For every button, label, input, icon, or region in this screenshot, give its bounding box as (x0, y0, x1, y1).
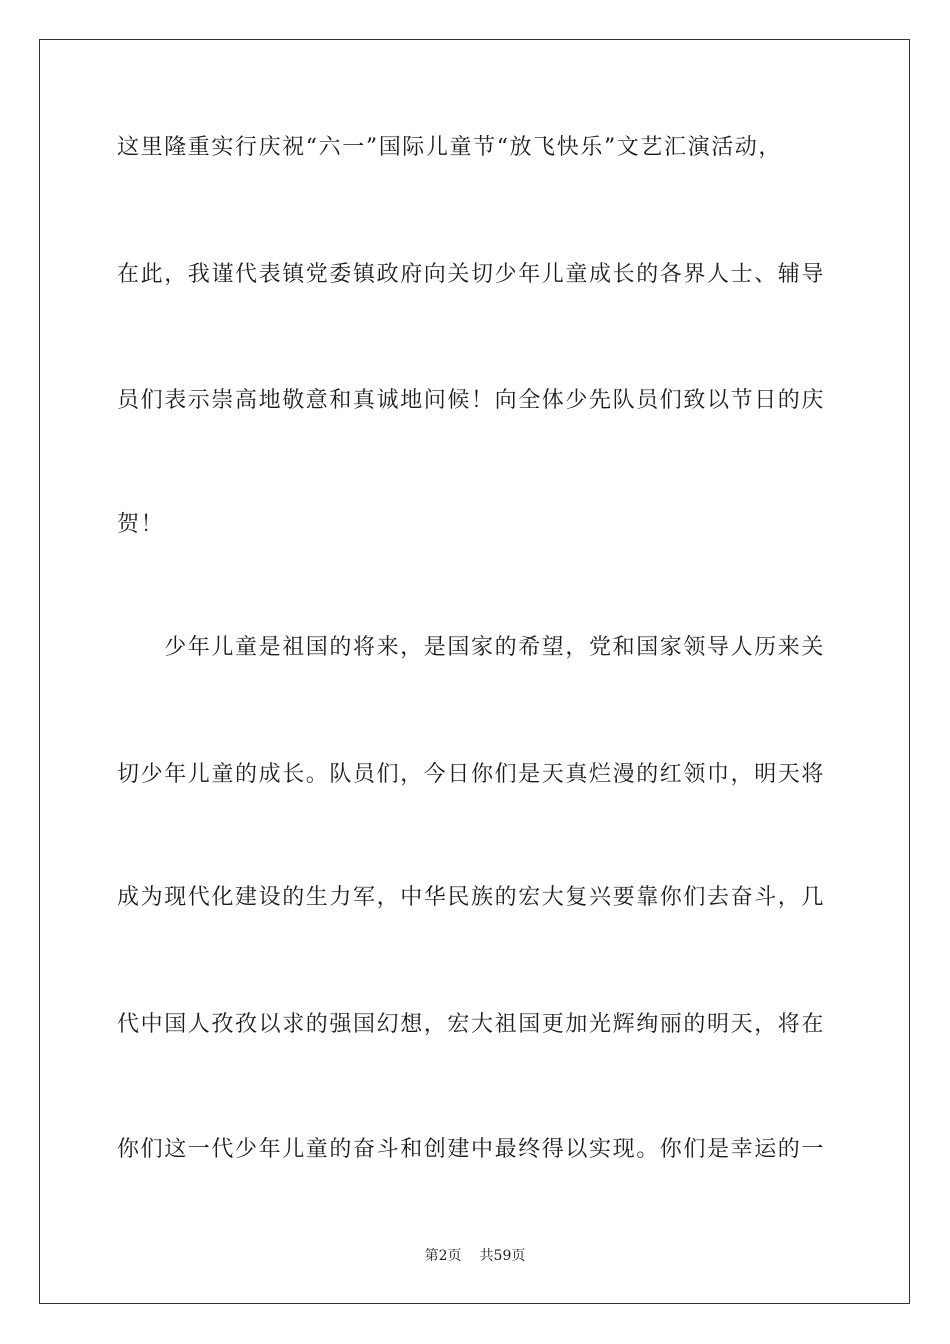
page-number: 第2页 (424, 1248, 462, 1264)
body-line-4: 贺！ (117, 512, 165, 537)
page-total: 共59页 (479, 1248, 526, 1264)
body-line-8: 代中国人孜孜以求的强国幻想，宏大祖国更加光辉绚丽的明天，将在 (117, 1012, 826, 1037)
body-line-7: 成为现代化建设的生力军，中华民族的宏大复兴要靠你们去奋斗，几 (117, 885, 826, 910)
body-line-3: 员们表示崇高地敬意和真诚地问候！向全体少先队员们致以节日的庆 (117, 388, 826, 413)
body-line-9: 你们这一代少年儿童的奋斗和创建中最终得以实现。你们是幸运的一 (117, 1137, 826, 1162)
body-line-1: 这里隆重实行庆祝“六一”国际儿童节“放飞快乐”文艺汇演活动， (117, 135, 782, 160)
body-line-5: 少年儿童是祖国的将来，是国家的希望，党和国家领导人历来关 (117, 635, 826, 660)
page-border (39, 39, 910, 1304)
body-line-2: 在此，我谨代表镇党委镇政府向关切少年儿童成长的各界人士、辅导 (117, 262, 826, 287)
body-line-6: 切少年儿童的成长。队员们，今日你们是天真烂漫的红领巾，明天将 (117, 762, 826, 787)
page-footer (0, 1247, 950, 1265)
